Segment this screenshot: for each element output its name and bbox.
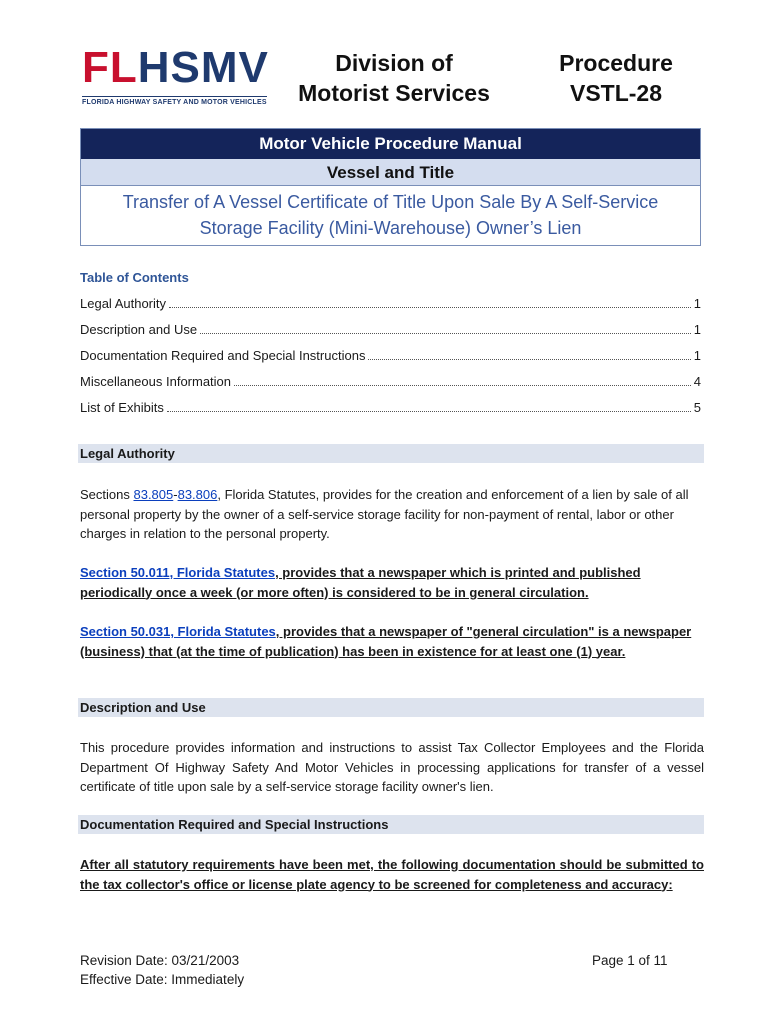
manual-title: Motor Vehicle Procedure Manual [81,129,700,159]
documentation-paragraph: After all statutory requirements have been met, the following documentation should be submitted to the tax collector's office or license plate agency to be screened for completeness and accuracy: [80,857,704,892]
statute-link-83-805[interactable]: 83.805 [133,487,174,502]
footer-dates [80,951,244,989]
toc-entry-legal-authority[interactable]: Legal Authority 1 [80,296,701,311]
effective-date: Effective Date: Immediately [80,972,245,987]
statute-link-50-011[interactable]: Section 50.011, Florida Statutes [80,565,276,580]
legal-authority-heading: Legal Authority [78,444,704,463]
toc-entry-exhibits[interactable]: List of Exhibits 5 [80,400,701,415]
statute-link-50-031[interactable]: Section 50.031, Florida Statutes [80,624,276,639]
toc-heading: Table of Contents [80,270,189,285]
road-icon [134,60,156,80]
page-number: Page 1 of 11 [592,953,668,968]
flhsmv-logo [82,43,269,112]
title-box [80,128,701,246]
toc-entry-documentation[interactable]: Documentation Required and Special Instructions 1 [80,348,701,363]
revision-date: Revision Date: 03/21/2003 [80,953,240,968]
logo-fl: FL [82,43,138,92]
toc-entry-miscellaneous[interactable]: Miscellaneous Information 4 [80,374,701,389]
division-title: Division of Motorist Services [298,50,490,106]
toc-entry-description[interactable]: Description and Use 1 [80,322,701,337]
procedure-subject: Transfer of A Vessel Certificate of Title Upon Sale By A Self-Service Storage Facility (Mini-Warehouse) Owner’s Lien [81,186,700,245]
legal-authority-paragraph-1: Sections 83.805-83.806, Florida Statutes, provides for the creation and enforcement of a lien by sale of all personal property by the owner of a self-service storage facility for non-payment of rental, labor or other charges in relation to the personal property. [80,487,689,541]
legal-authority-paragraph-2: Section 50.011, Florida Statutes, provides that a newspaper which is printed and published periodically once a week (or more often) is considered to be in general circulation. [80,565,641,600]
logo-hsmv: HSMV [137,43,269,92]
documentation-heading: Documentation Required and Special Instructions [78,815,704,834]
logo-tagline: FLORIDA HIGHWAY SAFETY AND MOTOR VEHICLES [82,96,267,106]
table-of-contents [80,296,701,426]
description-heading: Description and Use [78,698,704,717]
statute-link-83-806[interactable]: 83.806 [177,487,218,502]
section-title: Vessel and Title [81,159,700,186]
description-paragraph: This procedure provides information and instructions to assist Tax Collector Employees and the Florida Department Of Highway Safety And Motor Vehicles in processing applications for transfer of a vessel certificate of title upon sale by a self-service storage facility owner's lien. [80,740,704,794]
procedure-number: Procedure VSTL-28 [559,50,673,106]
legal-authority-paragraph-3: Section 50.031, Florida Statutes, provides that a newspaper of "general circulation" is a newspaper (business) that (at the time of publication) has been in existence for at least one (1) year. [80,624,692,659]
page-header [78,42,698,114]
